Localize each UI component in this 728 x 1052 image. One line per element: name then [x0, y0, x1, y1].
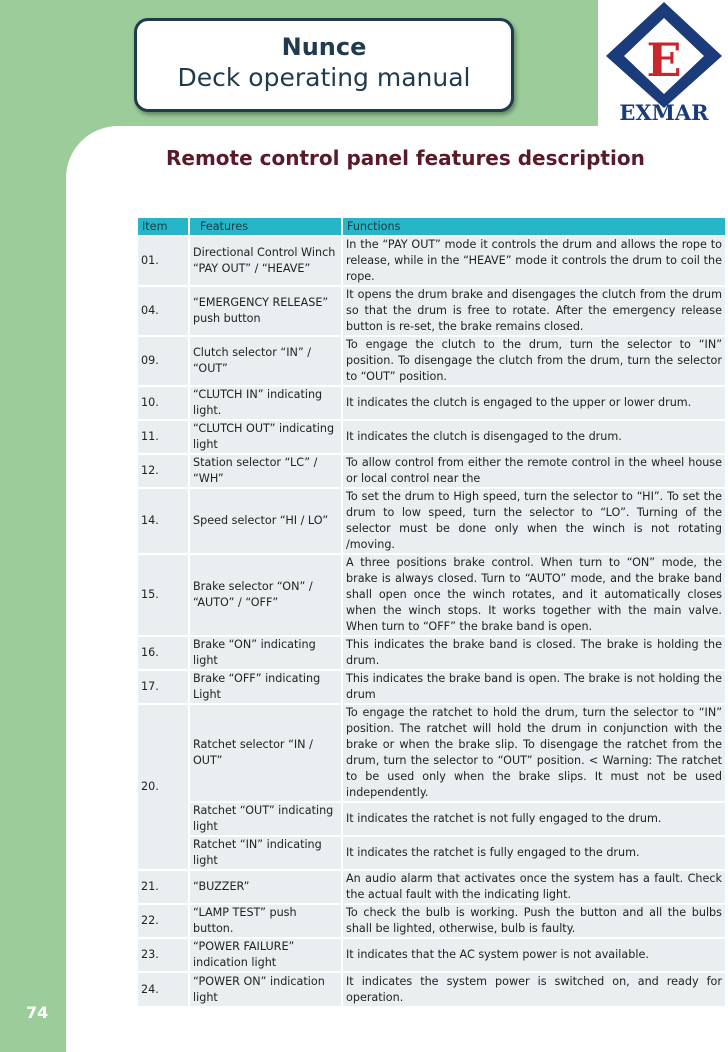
- table-row: [137, 870, 725, 904]
- table-row: [137, 938, 725, 972]
- table-row: [137, 336, 725, 386]
- feature-cell: Ratchet selector “IN / OUT”: [189, 704, 342, 802]
- function-cell: A three positions brake control. When turn to “ON” mode, the brake is always closed. Turn to “AUTO” mode, and the brake band shall open once the winch rotates, and it automatically closes when the winch stops. It works together with the main valve. When turn to “OFF” the brake band is open.: [342, 554, 725, 636]
- feature-cell: “CLUTCH OUT” indicating light: [189, 420, 342, 454]
- feature-cell: Ratchet “IN” indicating light: [189, 836, 342, 870]
- function-cell: It indicates the ratchet is fully engaged to the drum.: [342, 836, 725, 870]
- item-cell: 11.: [137, 420, 189, 454]
- function-cell: It indicates that the AC system power is not available.: [342, 938, 725, 972]
- item-cell: 24.: [137, 972, 189, 1006]
- table-row: [137, 286, 725, 336]
- table-row: [137, 904, 725, 938]
- item-cell: 10.: [137, 386, 189, 420]
- function-cell: It indicates the clutch is disengaged to the drum.: [342, 420, 725, 454]
- table-row: [137, 236, 725, 286]
- feature-cell: “EMERGENCY RELEASE” push button: [189, 286, 342, 336]
- table-header-row: [137, 218, 725, 236]
- feature-cell: Ratchet “OUT” indicating light: [189, 802, 342, 836]
- feature-cell: Brake “ON” indicating light: [189, 636, 342, 670]
- header-functions: Functions: [342, 218, 725, 236]
- item-cell: 14.: [137, 488, 189, 554]
- table-row: [137, 636, 725, 670]
- feature-cell: Clutch selector “IN” / “OUT”: [189, 336, 342, 386]
- item-cell: 12.: [137, 454, 189, 488]
- item-cell: 16.: [137, 636, 189, 670]
- table-row: [137, 836, 725, 870]
- function-cell: In the “PAY OUT” mode it controls the drum and allows the rope to release, while in the “HEAVE” mode it controls the drum to coil the rope.: [342, 236, 725, 286]
- item-cell: 09.: [137, 336, 189, 386]
- logo-letter: E: [646, 33, 682, 87]
- feature-cell: “POWER ON” indication light: [189, 972, 342, 1006]
- features-table: [136, 218, 725, 1006]
- function-cell: It indicates the ratchet is not fully engaged to the drum.: [342, 802, 725, 836]
- table-row: [137, 386, 725, 420]
- function-cell: This indicates the brake band is closed. The brake is holding the drum.: [342, 636, 725, 670]
- item-cell: 23.: [137, 938, 189, 972]
- function-cell: This indicates the brake band is open. The brake is not holding the drum: [342, 670, 725, 704]
- feature-cell: “POWER FAILURE” indication light: [189, 938, 342, 972]
- table-row: [137, 670, 725, 704]
- exmar-logo: [600, 0, 728, 124]
- feature-cell: Station selector “LC” / “WH”: [189, 454, 342, 488]
- function-cell: It indicates the system power is switched on, and ready for operation.: [342, 972, 725, 1006]
- feature-cell: “LAMP TEST” push button.: [189, 904, 342, 938]
- function-cell: An audio alarm that activates once the system has a fault. Check the actual fault with the indicating light.: [342, 870, 725, 904]
- function-cell: It indicates the clutch is engaged to the upper or lower drum.: [342, 386, 725, 420]
- feature-cell: Brake selector “ON” / “AUTO” / “OFF”: [189, 554, 342, 636]
- function-cell: To engage the ratchet to hold the drum, turn the selector to “IN” position. The ratchet will hold the drum in conjunction with the brake or when the brake slip. To disengage the ratchet from the drum, turn the selector to “OUT” position. < Warning: The ratchet to be used only when the brake slips. It must not be used independently.: [342, 704, 725, 802]
- header-item: Item: [137, 218, 189, 236]
- logo-wordmark: EXMAR: [619, 100, 709, 124]
- feature-cell: Speed selector “HI / LO”: [189, 488, 342, 554]
- side-band: [0, 0, 66, 1052]
- function-cell: To allow control from either the remote control in the wheel house or local control near the: [342, 454, 725, 488]
- function-cell: To check the bulb is working. Push the button and all the bulbs shall be lighted, otherwise, bulb is faulty.: [342, 904, 725, 938]
- function-cell: To set the drum to High speed, turn the selector to “HI”. To set the drum to low speed, turn the selector to “LO”. Turning of the selector must be done only when the winch is not rotating /moving.: [342, 488, 725, 554]
- feature-cell: Directional Control Winch “PAY OUT” / “HEAVE”: [189, 236, 342, 286]
- item-cell: 15.: [137, 554, 189, 636]
- section-title: Remote control panel features description: [166, 146, 645, 170]
- table-row: [137, 420, 725, 454]
- table-row: [137, 802, 725, 836]
- table-row: [137, 972, 725, 1006]
- item-cell: 22.: [137, 904, 189, 938]
- title-box: [134, 18, 514, 112]
- feature-cell: Brake “OFF” indicating Light: [189, 670, 342, 704]
- function-cell: To engage the clutch to the drum, turn the selector to “IN” position. To disengage the clutch from the drum, turn the selector to “OUT” position.: [342, 336, 725, 386]
- document-title: Nunce: [281, 33, 367, 61]
- table-row: [137, 454, 725, 488]
- feature-cell: “BUZZER”: [189, 870, 342, 904]
- page-number: 74: [26, 1003, 49, 1022]
- table-row: [137, 554, 725, 636]
- header-features: Features: [189, 218, 342, 236]
- function-cell: It opens the drum brake and disengages the clutch from the drum so that the drum is free to rotate. After the emergency release button is re-set, the brake remains closed.: [342, 286, 725, 336]
- item-cell: 21.: [137, 870, 189, 904]
- document-subtitle: Deck operating manual: [177, 63, 471, 92]
- item-cell: 04.: [137, 286, 189, 336]
- table-row: [137, 704, 725, 802]
- item-cell: 17.: [137, 670, 189, 704]
- feature-cell: “CLUTCH IN” indicating light.: [189, 386, 342, 420]
- item-cell: 20.: [137, 704, 189, 870]
- item-cell: 01.: [137, 236, 189, 286]
- table-row: [137, 488, 725, 554]
